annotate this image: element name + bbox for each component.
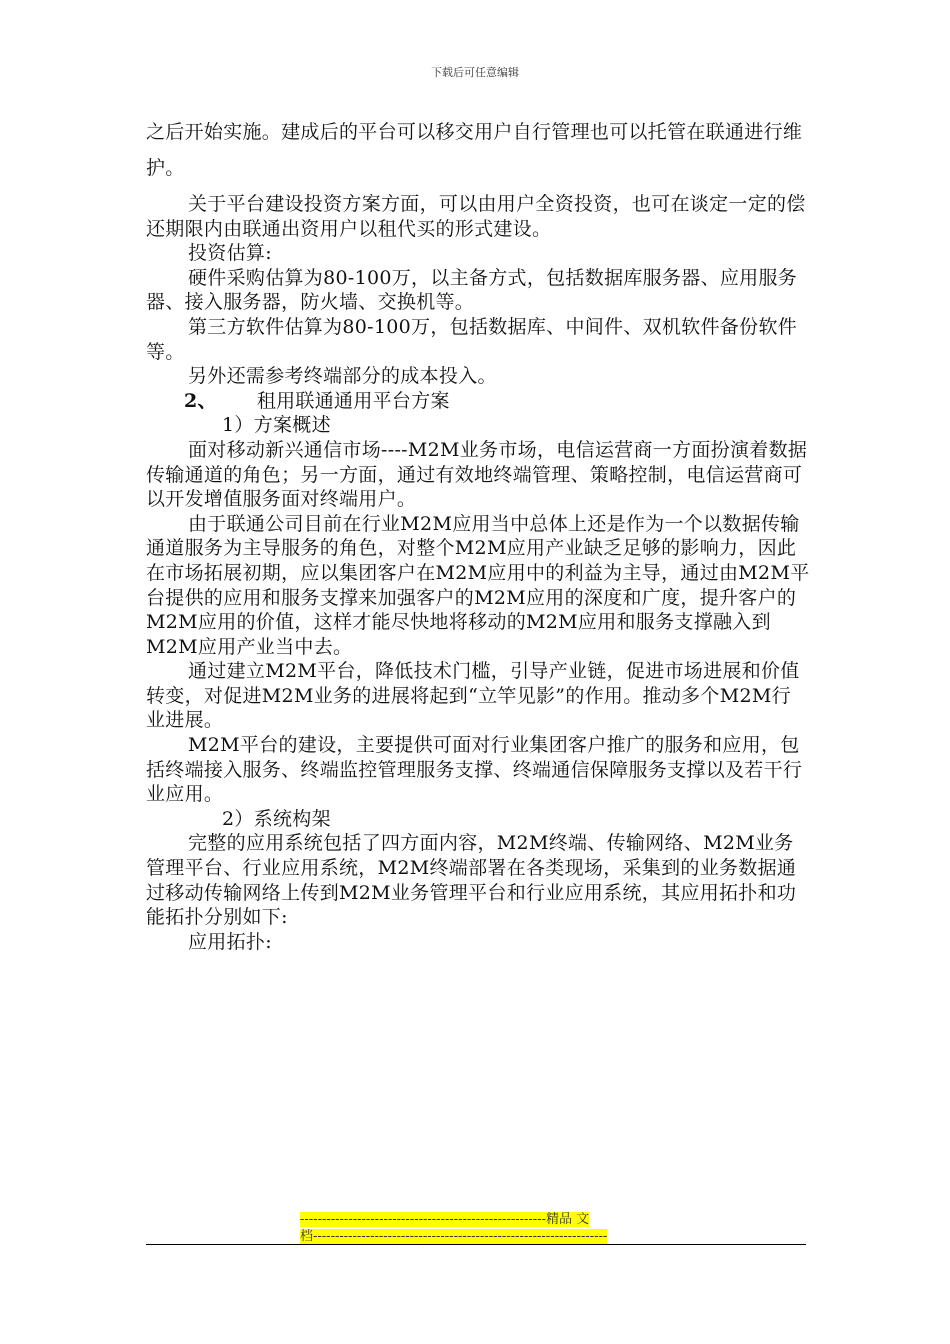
subsection-heading-1: 1）方案概述 [222,414,331,437]
section-heading [146,389,810,414]
paragraph-5: 第三方软件估算为80-100万，包括数据库、中间件、双机软件备份软件等。 [146,315,798,363]
section-number: 2、 [184,389,217,412]
page-header: 下载后可任意编辑 [431,66,519,79]
section-title: 租用联通通用平台方案 [256,389,450,412]
footer-line-1: --------------------------------------------------------精品 文 [300,1212,590,1227]
subsection-heading-2: 2）系统构架 [222,807,331,830]
paragraph-12: 应用拓扑: [188,930,272,953]
paragraph-6: 另外还需参考终端部分的成本投入。 [188,365,497,388]
footer-divider [146,1244,806,1245]
footer-line-2: 档------------------------------------------------------------------- [300,1229,608,1244]
paragraph-9: 通过建立M2M平台，降低技术门槛，引导产业链，促进市场进展和价值转变，对促进M2M业务的进展将起到“立竿见影”的作用。推动多个M2M行业进展。 [146,660,800,732]
paragraph-4: 硬件采购估算为80-100万，以主备方式，包括数据库服务器、应用服务器、接入服务器，防火墙、交换机等。 [146,266,798,314]
page-footer [300,1211,650,1245]
document-body [146,114,810,954]
paragraph-2: 关于平台建设投资方案方面，可以由用户全资投资，也可在谈定一定的偿还期限内由联通出资用户以租代买的形式建设。 [146,193,806,240]
paragraph-1: 之后开始实施。建成后的平台可以移交用户自行管理也可以托管在联通进行维护。 [146,121,803,179]
paragraph-3: 投资估算: [188,242,272,265]
paragraph-11: 完整的应用系统包括了四方面内容，M2M终端、传输网络、M2M业务管理平台、行业应用系统，M2M终端部署在各类现场，采集到的业务数据通过移动传输网络上传到M2M业务管理平台和行业应用系统，其应用拓扑和功能拓扑分别如下: [146,832,797,929]
paragraph-8: 由于联通公司目前在行业M2M应用当中总体上还是作为一个以数据传输通道服务为主导服务的角色，对整个M2M应用产业缺乏足够的影响力，因此在市场拓展初期，应以集团客户在M2M应用中的利益为主导，通过由M2M平台提供的应用和服务支撑来加强客户的M2M应用的深度和广度，提升客户的M2M应用的价值，这样才能尽快地将移动的M2M应用和服务支撑融入到M2M应用产业当中去。 [146,512,810,658]
paragraph-10: M2M平台的建设，主要提供可面对行业集团客户推广的服务和应用，包括终端接入服务、终端监控管理服务支撑、终端通信保障服务支撑以及若干行业应用。 [146,734,803,806]
paragraph-7: 面对移动新兴通信市场----M2M业务市场，电信运营商一方面扮演着数据传输通道的角色；另一方面，通过有效地终端管理、策略控制，电信运营商可以开发增值服务面对终端用户。 [146,438,808,511]
